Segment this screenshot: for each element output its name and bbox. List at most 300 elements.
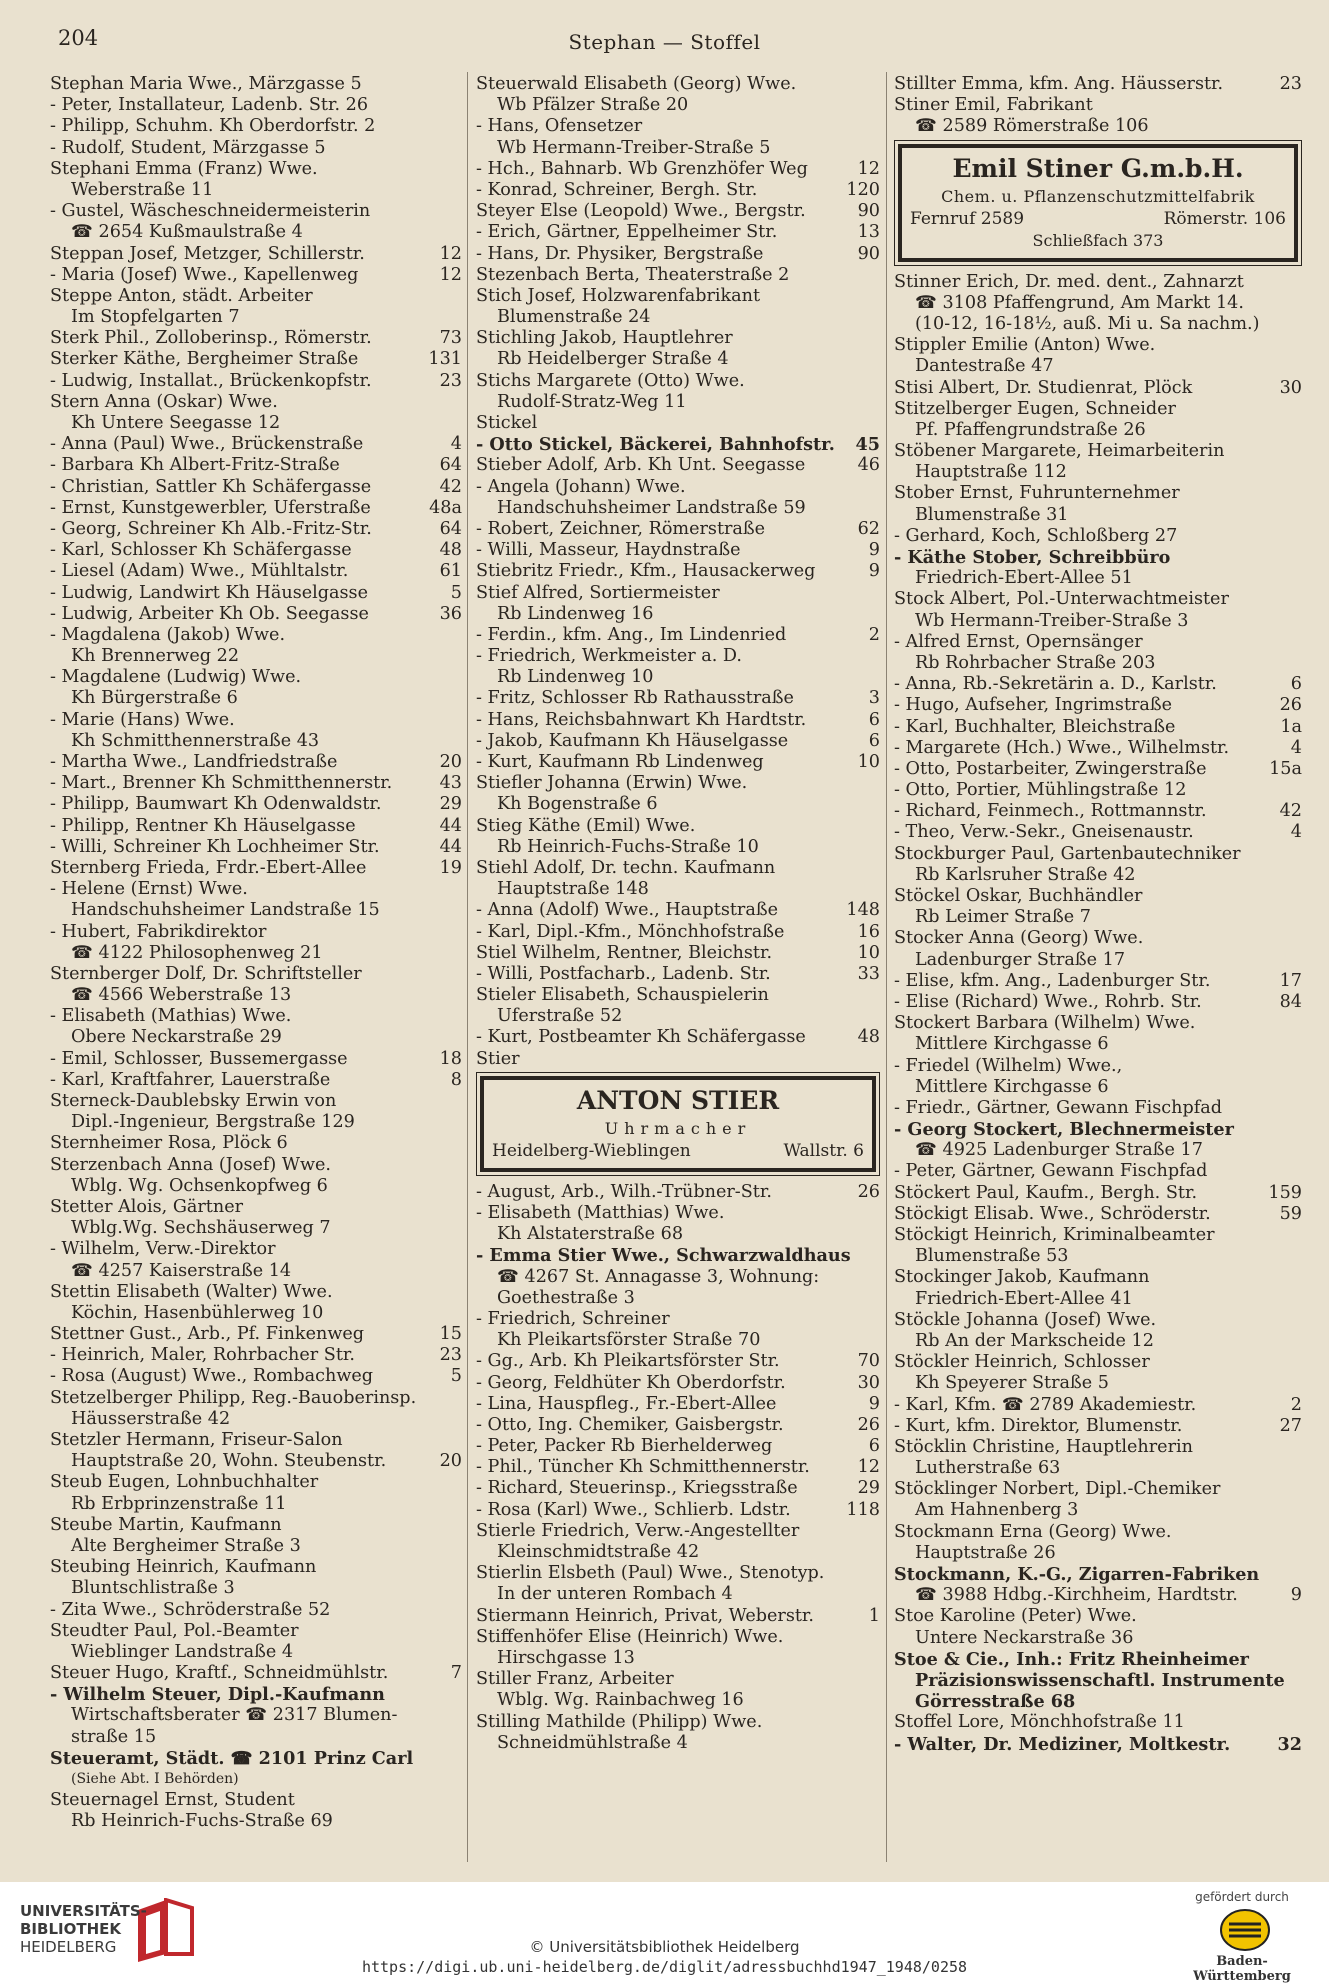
directory-entry bbox=[50, 1642, 462, 1663]
entry-text: - Ferdin., kfm. Ang., Im Lindenried bbox=[476, 624, 787, 645]
entry-text: Görresstraße 68 bbox=[915, 1691, 1076, 1713]
entry-text: Stichs Margarete (Otto) Wwe. bbox=[476, 370, 745, 391]
directory-entry bbox=[50, 1663, 462, 1684]
entry-text: - Willi, Schreiner Kh Lochheimer Str. bbox=[50, 836, 380, 857]
directory-entry bbox=[50, 371, 462, 392]
entry-text: Stockert Barbara (Wilhelm) Wwe. bbox=[894, 1013, 1196, 1034]
entry-text: Hauptstraße 20, Wohn. Steubenstr. bbox=[71, 1451, 387, 1472]
entry-text: Kh Speyerer Straße 5 bbox=[915, 1373, 1109, 1394]
entry-number: 36 bbox=[439, 603, 462, 624]
directory-entry bbox=[50, 222, 462, 243]
directory-entry bbox=[894, 1204, 1302, 1225]
directory-entry bbox=[476, 1648, 880, 1669]
entry-number: 45 bbox=[855, 434, 880, 456]
directory-entry bbox=[894, 801, 1302, 822]
entry-text: ☎ 4925 Ladenburger Straße 17 bbox=[915, 1140, 1203, 1161]
entry-text: Stephani Emma (Franz) Wwe. bbox=[50, 158, 318, 179]
entry-text: Stöckert Paul, Kaufm., Bergh. Str. bbox=[894, 1182, 1198, 1203]
entry-text: Stöcklinger Norbert, Dipl.-Chemiker bbox=[894, 1479, 1221, 1500]
entry-text: - Rudolf, Student, Märzgasse 5 bbox=[50, 137, 326, 158]
directory-entry bbox=[894, 420, 1302, 441]
entry-text: Kh Untere Seegasse 12 bbox=[71, 413, 281, 433]
entry-text: - Karl, Schlosser Kh Schäfergasse bbox=[50, 540, 352, 561]
entry-text: - Otto, Postarbeiter, Zwingerstraße bbox=[894, 758, 1207, 779]
entry-text: - Kurt, Kaufmann Rb Lindenweg bbox=[476, 752, 764, 772]
directory-entry bbox=[50, 413, 462, 434]
entry-number: 9 bbox=[868, 540, 880, 561]
entry-text: Steppan Josef, Metzger, Schillerstr. bbox=[50, 243, 365, 264]
entry-text: - Georg Stockert, Blechnermeister bbox=[894, 1119, 1234, 1141]
directory-entry bbox=[476, 328, 880, 349]
entry-text: Steuerwald Elisabeth (Georg) Wwe. bbox=[476, 74, 797, 94]
entry-number: 48 bbox=[439, 540, 462, 561]
directory-entry bbox=[50, 1727, 462, 1748]
directory-entry bbox=[50, 1409, 462, 1430]
directory-entry bbox=[476, 74, 880, 95]
directory-column-1 bbox=[50, 74, 462, 1833]
entry-text: - Jakob, Kaufmann Kh Häuselgasse bbox=[476, 730, 789, 751]
directory-entry bbox=[50, 604, 462, 625]
copyright-notice: © Universitätsbibliothek Heidelberg bbox=[529, 1938, 800, 1956]
directory-entry bbox=[50, 1261, 462, 1282]
entry-text: Häusserstraße 42 bbox=[71, 1408, 231, 1429]
entry-text: Wirtschaftsberater ☎ 2317 Blumen- bbox=[71, 1705, 398, 1726]
entry-text: Sterker Käthe, Bergheimer Straße bbox=[50, 349, 359, 370]
directory-entry bbox=[476, 540, 880, 561]
entry-text: - Konrad, Schreiner, Bergh. Str. bbox=[476, 179, 758, 200]
directory-entry bbox=[476, 180, 880, 201]
directory-entry bbox=[894, 907, 1302, 928]
entry-text: Stöckler Heinrich, Schlosser bbox=[894, 1352, 1150, 1373]
entry-text: - Peter, Packer Rb Bierhelderweg bbox=[476, 1436, 773, 1457]
entry-text: Wblg. Wg. Ochsenkopfweg 6 bbox=[71, 1175, 328, 1196]
directory-entry bbox=[894, 1670, 1302, 1691]
entry-text: Stief Alfred, Sortiermeister bbox=[476, 582, 720, 603]
entry-number: 1a bbox=[1280, 716, 1302, 737]
entry-text: Stiffenhöfer Elise (Heinrich) Wwe. bbox=[476, 1626, 784, 1647]
entry-text: (10-12, 16-18½, auß. Mi u. Sa nachm.) bbox=[915, 313, 1260, 334]
directory-entry bbox=[50, 943, 462, 964]
entry-text: - Magdalena (Jakob) Wwe. bbox=[50, 624, 286, 645]
directory-entry bbox=[50, 1472, 462, 1493]
entry-text: - Hans, Ofensetzer bbox=[476, 116, 643, 137]
entry-text: Blumenstraße 31 bbox=[915, 504, 1069, 525]
directory-entry bbox=[894, 441, 1302, 462]
entry-text: Stetter Alois, Gärtner bbox=[50, 1196, 244, 1217]
entry-text: - Elise, kfm. Ang., Ladenburger Str. bbox=[894, 970, 1211, 991]
directory-entry bbox=[476, 159, 880, 180]
directory-entry bbox=[894, 1352, 1302, 1373]
directory-entry bbox=[476, 1500, 880, 1521]
entry-number: 62 bbox=[857, 518, 880, 539]
funded-by-label: gefördert durch bbox=[1195, 1890, 1289, 1904]
entry-text: Stierle Friedrich, Verw.-Angestellter bbox=[476, 1520, 800, 1541]
entry-text: - Margarete (Hch.) Wwe., Wilhelmstr. bbox=[894, 737, 1230, 758]
entry-text: Steubing Heinrich, Kaufmann bbox=[50, 1557, 317, 1578]
entry-number: 9 bbox=[1290, 1585, 1302, 1606]
directory-entry bbox=[894, 1034, 1302, 1055]
entry-text: Steuer Hugo, Kraftf., Schneidmühlstr. bbox=[50, 1663, 389, 1684]
directory-entry bbox=[476, 922, 880, 943]
directory-entry bbox=[894, 74, 1302, 95]
directory-entry bbox=[894, 1098, 1302, 1119]
entry-text: Stiller Franz, Arbeiter bbox=[476, 1669, 674, 1690]
directory-entry bbox=[894, 1289, 1302, 1310]
entry-text: Wblg.Wg. Sechshäuserweg 7 bbox=[71, 1218, 331, 1239]
directory-entry bbox=[476, 1478, 880, 1499]
entry-text: Stierlin Elsbeth (Paul) Wwe., Stenotyp. bbox=[476, 1563, 825, 1584]
directory-entry bbox=[476, 286, 880, 307]
entry-number: 19 bbox=[439, 857, 462, 878]
permalink[interactable]: https://digi.ub.uni-heidelberg.de/diglit/adressbuchhd1947_1948/0258 bbox=[361, 1958, 968, 1976]
entry-number: 10 bbox=[857, 752, 880, 772]
directory-entry bbox=[50, 74, 462, 95]
directory-entry bbox=[894, 632, 1302, 653]
entry-text: Rb Heinrich-Fuchs-Straße 10 bbox=[497, 836, 759, 857]
directory-entry bbox=[50, 1515, 462, 1536]
entry-text: - Gustel, Wäscheschneidermeisterin bbox=[50, 201, 371, 222]
entry-text: - Elisabeth (Mathias) Wwe. bbox=[50, 1006, 292, 1027]
directory-entry bbox=[50, 1006, 462, 1027]
directory-entry bbox=[894, 1119, 1302, 1140]
entry-number: 12 bbox=[857, 158, 880, 179]
entry-text: - Otto Stickel, Bäckerei, Bahnhofstr. bbox=[476, 434, 835, 456]
directory-entry bbox=[476, 434, 880, 455]
directory-entry bbox=[50, 752, 462, 773]
entry-text: Stettner Gust., Arb., Pf. Finkenweg bbox=[50, 1324, 365, 1345]
entry-text: - Willi, Masseur, Haydnstraße bbox=[476, 540, 741, 561]
entry-text: Friedrich-Ebert-Allee 41 bbox=[915, 1288, 1133, 1309]
directory-entry bbox=[50, 1027, 462, 1048]
directory-entry bbox=[894, 1691, 1302, 1712]
entry-text: Stock Albert, Pol.-Unterwachtmeister bbox=[894, 589, 1229, 610]
directory-entry bbox=[476, 879, 880, 900]
entry-number: 23 bbox=[1279, 74, 1302, 94]
entry-text: - Ludwig, Landwirt Kh Häuselgasse bbox=[50, 582, 368, 603]
entry-text: - Magdalene (Ludwig) Wwe. bbox=[50, 667, 302, 688]
directory-entry bbox=[50, 265, 462, 286]
entry-text: - Friedrich, Werkmeister a. D. bbox=[476, 646, 742, 667]
entry-number: 64 bbox=[439, 518, 462, 539]
ad-company-name: Emil Stiner G.m.b.H. bbox=[952, 153, 1244, 183]
directory-entry bbox=[476, 816, 880, 837]
entry-text: Alte Bergheimer Straße 3 bbox=[71, 1535, 301, 1556]
directory-entry bbox=[894, 1437, 1302, 1458]
entry-number: 3 bbox=[868, 688, 880, 709]
entry-text: - Gg., Arb. Kh Pleikartsförster Str. bbox=[476, 1351, 780, 1372]
entry-text: Rudolf-Stratz-Weg 11 bbox=[497, 391, 687, 412]
entry-text: - Emma Stier Wwe., Schwarzwaldhaus bbox=[476, 1245, 851, 1267]
entry-text: - Lina, Hauspfleg., Fr.-Ebert-Allee bbox=[476, 1393, 777, 1414]
entry-text: ☎ 2654 Kußmaulstraße 4 bbox=[71, 222, 303, 243]
directory-entry bbox=[50, 858, 462, 879]
directory-entry bbox=[894, 1140, 1302, 1161]
directory-entry bbox=[894, 293, 1302, 314]
directory-column-3 bbox=[894, 74, 1302, 1755]
entry-text: Im Stopfelgarten 7 bbox=[71, 307, 240, 328]
directory-entry bbox=[476, 392, 880, 413]
directory-entry bbox=[476, 900, 880, 921]
directory-entry bbox=[894, 1712, 1302, 1733]
directory-entry bbox=[894, 1649, 1302, 1670]
entry-text: - Karl, Kraftfahrer, Lauerstraße bbox=[50, 1069, 331, 1090]
directory-entry bbox=[476, 1521, 880, 1542]
entry-text: - Otto, Portier, Mühlingstraße 12 bbox=[894, 780, 1187, 801]
directory-entry bbox=[50, 710, 462, 731]
directory-entry bbox=[476, 858, 880, 879]
entry-text: Kh Schmitthennerstraße 43 bbox=[71, 730, 320, 751]
directory-entry bbox=[476, 1373, 880, 1394]
directory-entry bbox=[894, 526, 1302, 547]
directory-entry bbox=[476, 943, 880, 964]
entry-number: 5 bbox=[450, 582, 462, 603]
entry-text: Stezenbach Berta, Theaterstraße 2 bbox=[476, 264, 790, 285]
entry-text: Stöckel Oskar, Buchhändler bbox=[894, 886, 1143, 906]
entry-text: Hauptstraße 148 bbox=[497, 879, 649, 900]
directory-entry bbox=[50, 964, 462, 985]
directory-entry bbox=[894, 95, 1302, 116]
directory-entry bbox=[50, 349, 462, 370]
entry-text: Blumenstraße 24 bbox=[497, 307, 651, 328]
entry-text: Stiehl Adolf, Dr. techn. Kaufmann bbox=[476, 857, 776, 878]
entry-text: Sterk Phil., Zolloberinsp., Römerstr. bbox=[50, 328, 372, 349]
entry-text: Wieblinger Landstraße 4 bbox=[71, 1641, 294, 1662]
entry-text: Goethestraße 3 bbox=[497, 1287, 635, 1308]
directory-entry bbox=[50, 922, 462, 943]
directory-entry bbox=[476, 667, 880, 688]
ad-address-row bbox=[910, 208, 1286, 230]
directory-entry bbox=[476, 1669, 880, 1690]
entry-text: Wb Hermann-Treiber-Straße 3 bbox=[915, 610, 1189, 631]
entry-text: Rb Leimer Straße 7 bbox=[915, 907, 1091, 928]
column-rule bbox=[886, 72, 887, 1862]
directory-entry bbox=[894, 738, 1302, 759]
entry-text: Stoffel Lore, Mönchhofstraße 11 bbox=[894, 1712, 1185, 1733]
entry-text: - Georg, Feldhüter Kh Oberdorfstr. bbox=[476, 1372, 786, 1393]
entry-text: Stinner Erich, Dr. med. dent., Zahnarzt bbox=[894, 271, 1244, 292]
entry-number: 42 bbox=[439, 476, 462, 497]
directory-entry bbox=[476, 688, 880, 709]
entry-number: 29 bbox=[857, 1478, 880, 1499]
entry-text: Stieber Adolf, Arb. Kh Unt. Seegasse bbox=[476, 455, 806, 476]
directory-entry bbox=[476, 1457, 880, 1478]
entry-number: 44 bbox=[439, 836, 462, 857]
footer-bar bbox=[0, 1882, 1329, 1984]
entry-text: - Otto, Ing. Chemiker, Gaisbergstr. bbox=[476, 1414, 784, 1435]
entry-number: 59 bbox=[1279, 1203, 1302, 1224]
entry-text: - Martha Wwe., Landfriedstraße bbox=[50, 752, 338, 772]
entry-text: Stetzler Hermann, Friseur-Salon bbox=[50, 1430, 343, 1450]
page-header bbox=[0, 26, 1329, 60]
directory-entry bbox=[476, 583, 880, 604]
entry-text: Lutherstraße 63 bbox=[915, 1458, 1061, 1479]
directory-entry bbox=[476, 752, 880, 773]
entry-number: 4 bbox=[1290, 737, 1302, 758]
entry-number: 23 bbox=[439, 370, 462, 391]
directory-entry bbox=[894, 1564, 1302, 1585]
entry-text: ☎ 2589 Römerstraße 106 bbox=[915, 116, 1149, 137]
entry-number: 6 bbox=[1290, 674, 1302, 695]
directory-entry bbox=[50, 540, 462, 561]
directory-entry bbox=[50, 201, 462, 222]
entry-text: Stockmann Erna (Georg) Wwe. bbox=[894, 1521, 1172, 1542]
entry-text: - Alfred Ernst, Opernsänger bbox=[894, 631, 1143, 652]
entry-text: Rb Karlsruher Straße 42 bbox=[915, 864, 1136, 885]
entry-text: Stiel Wilhelm, Rentner, Bleichstr. bbox=[476, 942, 773, 963]
directory-entry bbox=[894, 505, 1302, 526]
column-rule bbox=[467, 72, 468, 1862]
entry-text: - August, Arb., Wilh.-Trübner-Str. bbox=[476, 1181, 772, 1202]
entry-text: Wb Pfälzer Straße 20 bbox=[497, 95, 689, 116]
directory-entry bbox=[50, 1557, 462, 1578]
entry-text: - Liesel (Adam) Wwe., Mühltalstr. bbox=[50, 561, 349, 582]
directory-entry bbox=[50, 583, 462, 604]
directory-entry bbox=[894, 1183, 1302, 1204]
directory-entry bbox=[476, 1351, 880, 1372]
entry-text: - Marie (Hans) Wwe. bbox=[50, 709, 235, 730]
directory-entry bbox=[476, 1330, 880, 1351]
entry-text: Hauptstraße 26 bbox=[915, 1542, 1056, 1563]
directory-entry bbox=[50, 1748, 462, 1769]
directory-entry bbox=[894, 695, 1302, 716]
directory-entry bbox=[894, 950, 1302, 971]
directory-entry bbox=[476, 1415, 880, 1436]
directory-entry bbox=[476, 1027, 880, 1048]
stier-advertisement bbox=[480, 1076, 876, 1172]
directory-entry bbox=[50, 1303, 462, 1324]
entry-text: Weberstraße 11 bbox=[71, 179, 214, 200]
directory-entry bbox=[894, 1628, 1302, 1649]
entry-number: 33 bbox=[857, 963, 880, 984]
directory-entry bbox=[50, 159, 462, 180]
entry-text: Kh Brennerweg 22 bbox=[71, 646, 240, 667]
directory-entry bbox=[894, 1077, 1302, 1098]
entry-text: Stich Josef, Holzwarenfabrikant bbox=[476, 285, 761, 306]
entry-text: Am Hahnenberg 3 bbox=[915, 1500, 1079, 1521]
directory-entry bbox=[50, 1366, 462, 1387]
entry-text: Handschuhsheimer Landstraße 15 bbox=[71, 900, 380, 921]
entry-number: 13 bbox=[857, 222, 880, 243]
page-number: 204 bbox=[58, 26, 99, 50]
directory-entry bbox=[476, 794, 880, 815]
directory-entry bbox=[476, 371, 880, 392]
ad-business: Chem. u. Pflanzenschutzmittelfabrik bbox=[941, 186, 1255, 206]
entry-number: 26 bbox=[857, 1181, 880, 1202]
directory-entry bbox=[894, 356, 1302, 377]
entry-number: 30 bbox=[857, 1372, 880, 1393]
entry-text: - Ernst, Kunstgewerbler, Uferstraße bbox=[50, 497, 371, 518]
entry-number: 20 bbox=[439, 1451, 462, 1472]
directory-entry bbox=[894, 844, 1302, 865]
entry-text: - Rosa (Karl) Wwe., Schlierb. Ldstr. bbox=[476, 1499, 791, 1520]
entry-text: - Elisabeth (Matthias) Wwe. bbox=[476, 1203, 725, 1223]
entry-text: - Elise (Richard) Wwe., Rohrb. Str. bbox=[894, 991, 1202, 1012]
entry-text: Uferstraße 52 bbox=[497, 1006, 623, 1027]
entry-text: Dipl.-Ingenieur, Bergstraße 129 bbox=[71, 1112, 355, 1133]
entry-number: 42 bbox=[1279, 801, 1302, 822]
entry-number: 120 bbox=[846, 179, 880, 200]
directory-entry bbox=[894, 886, 1302, 907]
directory-entry bbox=[894, 462, 1302, 483]
entry-text: (Siehe Abt. I Behörden) bbox=[71, 1771, 239, 1787]
entry-text: - Karl, Dipl.-Kfm., Mönchhofstraße bbox=[476, 921, 785, 942]
directory-entry bbox=[894, 335, 1302, 356]
entry-text: Hirschgasse 13 bbox=[497, 1647, 635, 1668]
entry-text: Dantestraße 47 bbox=[915, 356, 1054, 377]
directory-entry bbox=[894, 1013, 1302, 1034]
entry-text: Steudter Paul, Pol.-Beamter bbox=[50, 1620, 299, 1641]
entry-text: Stippler Emilie (Anton) Wwe. bbox=[894, 335, 1156, 356]
entry-text: - Hch., Bahnarb. Wb Grenzhöfer Weg bbox=[476, 158, 808, 179]
entry-text: Schneidmühlstraße 4 bbox=[497, 1732, 688, 1753]
directory-entry bbox=[894, 568, 1302, 589]
directory-entry bbox=[50, 434, 462, 455]
entry-text: - Heinrich, Maler, Rohrbacher Str. bbox=[50, 1345, 355, 1366]
entry-text: Steueramt, Städt. ☎ 2101 Prinz Carl bbox=[50, 1747, 414, 1769]
entry-text: Stetzelberger Philipp, Reg.-Bauoberinsp. bbox=[50, 1387, 417, 1408]
entry-text: Stöcklin Christine, Hauptlehrerin bbox=[894, 1436, 1193, 1457]
directory-entry bbox=[50, 1091, 462, 1112]
directory-entry bbox=[50, 328, 462, 349]
directory-entry bbox=[50, 646, 462, 667]
entry-number: 44 bbox=[439, 815, 462, 836]
directory-entry bbox=[476, 837, 880, 858]
entry-text: - Friedrich, Schreiner bbox=[476, 1308, 670, 1329]
entry-number: 30 bbox=[1279, 377, 1302, 398]
entry-text: - Peter, Gärtner, Gewann Fischpfad bbox=[894, 1161, 1208, 1182]
directory-entry bbox=[50, 625, 462, 646]
directory-entry bbox=[476, 1224, 880, 1245]
entry-text: Stieler Elisabeth, Schauspielerin bbox=[476, 985, 769, 1006]
entry-text: - Philipp, Baumwart Kh Odenwaldstr. bbox=[50, 794, 382, 815]
directory-entry bbox=[894, 1161, 1302, 1182]
entry-number: 131 bbox=[428, 349, 462, 370]
entry-text: - Gerhard, Koch, Schloßberg 27 bbox=[894, 525, 1178, 546]
entry-number: 148 bbox=[846, 900, 880, 921]
entry-text: Stöckle Johanna (Josef) Wwe. bbox=[894, 1309, 1157, 1330]
entry-number: 2 bbox=[1290, 1394, 1302, 1415]
entry-text: Rb An der Markscheide 12 bbox=[915, 1330, 1154, 1351]
directory-entry bbox=[50, 1218, 462, 1239]
entry-text: Sterzenbach Anna (Josef) Wwe. bbox=[50, 1154, 332, 1175]
entry-text: Stockinger Jakob, Kaufmann bbox=[894, 1267, 1150, 1288]
entry-text: Kh Bürgerstraße 6 bbox=[71, 688, 238, 709]
directory-entry bbox=[50, 1388, 462, 1409]
directory-entry bbox=[50, 1790, 462, 1811]
directory-entry bbox=[50, 688, 462, 709]
entry-number: 43 bbox=[439, 773, 462, 794]
entry-number: 6 bbox=[868, 730, 880, 751]
entry-number: 84 bbox=[1279, 991, 1302, 1012]
entry-text: Bluntschlistraße 3 bbox=[71, 1578, 235, 1599]
ad-street: Römerstr. 106 bbox=[1163, 208, 1286, 229]
entry-text: Sternberg Frieda, Frdr.-Ebert-Allee bbox=[50, 857, 367, 878]
entry-number: 48a bbox=[429, 497, 462, 518]
entry-text: - Kurt, Postbeamter Kh Schäfergasse bbox=[476, 1027, 806, 1048]
directory-entry bbox=[476, 1182, 880, 1203]
entry-text: Obere Neckarstraße 29 bbox=[71, 1027, 282, 1048]
directory-entry bbox=[476, 455, 880, 476]
entry-text: Stöckigt Heinrich, Kriminalbeamter bbox=[894, 1225, 1215, 1245]
entry-text: Untere Neckarstraße 36 bbox=[915, 1627, 1134, 1648]
entry-number: 6 bbox=[868, 1436, 880, 1457]
entry-text: - Hugo, Aufseher, Ingrimstraße bbox=[894, 695, 1173, 716]
entry-number: 18 bbox=[439, 1048, 462, 1069]
entry-text: ☎ 3988 Hdbg.-Kirchheim, Hardtstr. bbox=[915, 1585, 1238, 1606]
directory-entry bbox=[476, 116, 880, 137]
directory-entry bbox=[894, 780, 1302, 801]
directory-entry bbox=[476, 710, 880, 731]
